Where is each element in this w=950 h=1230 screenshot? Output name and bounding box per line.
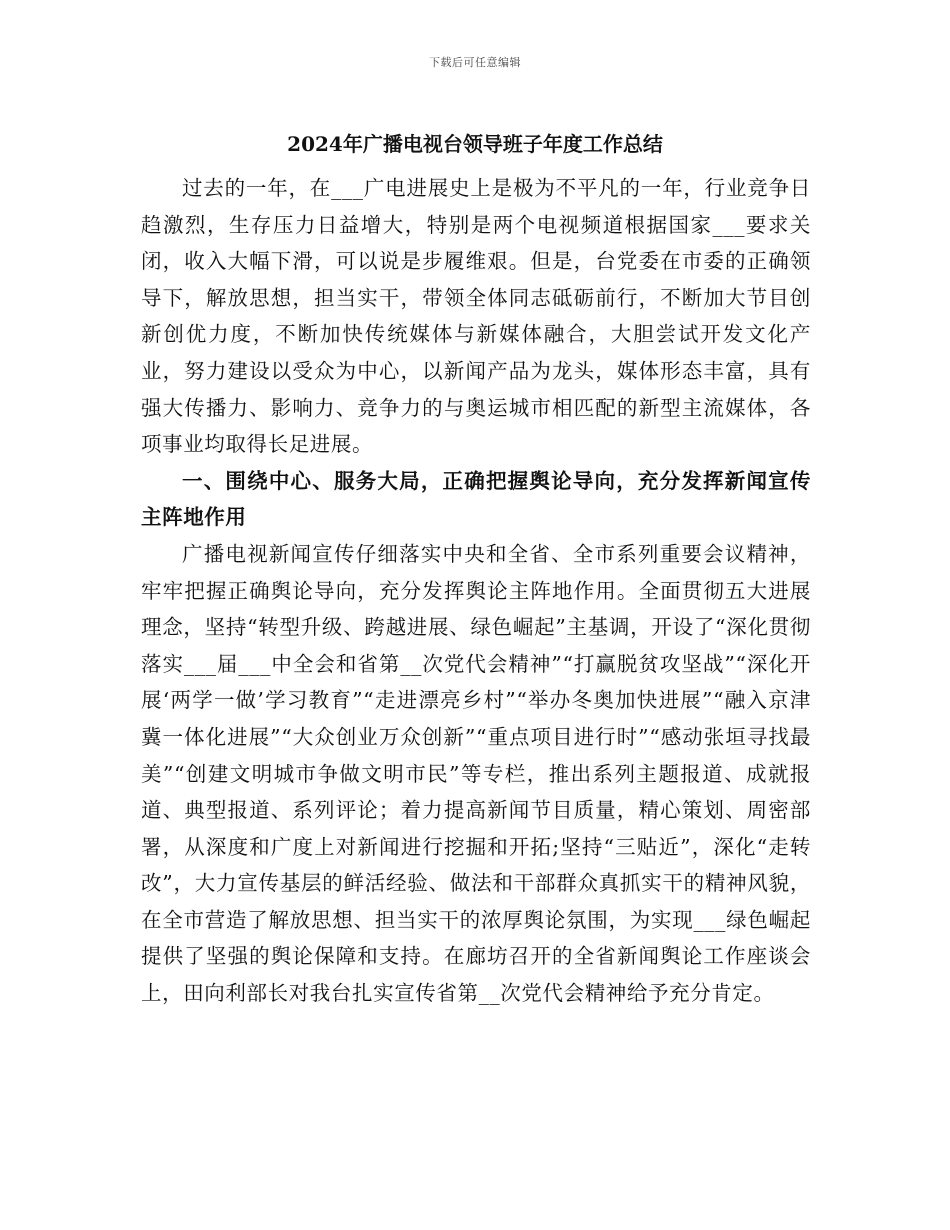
section-paragraph: 广播电视新闻宣传仔细落实中央和全省、全市系列重要会议精神，牢牢把握正确舆论导向，充分发挥舆论主阵地作用。全面贯彻五大进展理念，坚持“转型升级、跨越进展、绿色崛起”主基调，开设了“深化贯彻落实___届___中全会和省第__次党代会精神”“打赢脱贫攻坚战”“深化开展‘两学一做’学习教育”“走进漂亮乡村”“举办冬奥加快进展”“融入京津冀一体化进展”“大众创业万众创新”“重点项目进行时”“感动张垣寻找最美”“创建文明城市争做文明市民”等专栏，推出系列主题报道、成就报道、典型报道、系列评论；着力提高新闻节目质量，精心策划、周密部署，从深度和广度上对新闻进行挖掘和开拓;坚持“三贴近”，深化“走转改”，大力宣传基层的鲜活经验、做法和干部群众真抓实干的精神风貌，在全市营造了解放思想、担当实干的浓厚舆论氛围，为实现___绿色崛起提供了坚强的舆论保障和支持。在廊坊召开的全省新闻舆论工作座谈会上，田向利部长对我台扎实宣传省第__次党代会精神给予充分肯定。 <box>141 541 811 1006</box>
document-title: 2024年广播电视台领导班子年度工作总结 <box>287 132 663 156</box>
section-heading: 一、围绕中心、服务大局，正确把握舆论导向，充分发挥新闻宣传主阵地作用 <box>141 468 811 530</box>
header-note: 下载后可任意编辑 <box>429 56 521 69</box>
intro-paragraph: 过去的一年，在___广电进展史上是极为不平凡的一年，行业竞争日趋激烈，生存压力日益增大，特别是两个电视频道根据国家___要求关闭，收入大幅下滑，可以说是步履维艰。但是，台党委在市委的正确领导下，解放思想，担当实干，带领全体同志砥砺前行，不断加大节目创新创优力度，不断加快传统媒体与新媒体融合，大胆尝试开发文化产业，努力建设以受众为中心，以新闻产品为龙头，媒体形态丰富，具有强大传播力、影响力、竞争力的与奥运城市相匹配的新型主流媒体，各项事业均取得长足进展。 <box>141 176 811 457</box>
document-body <box>141 170 811 1012</box>
